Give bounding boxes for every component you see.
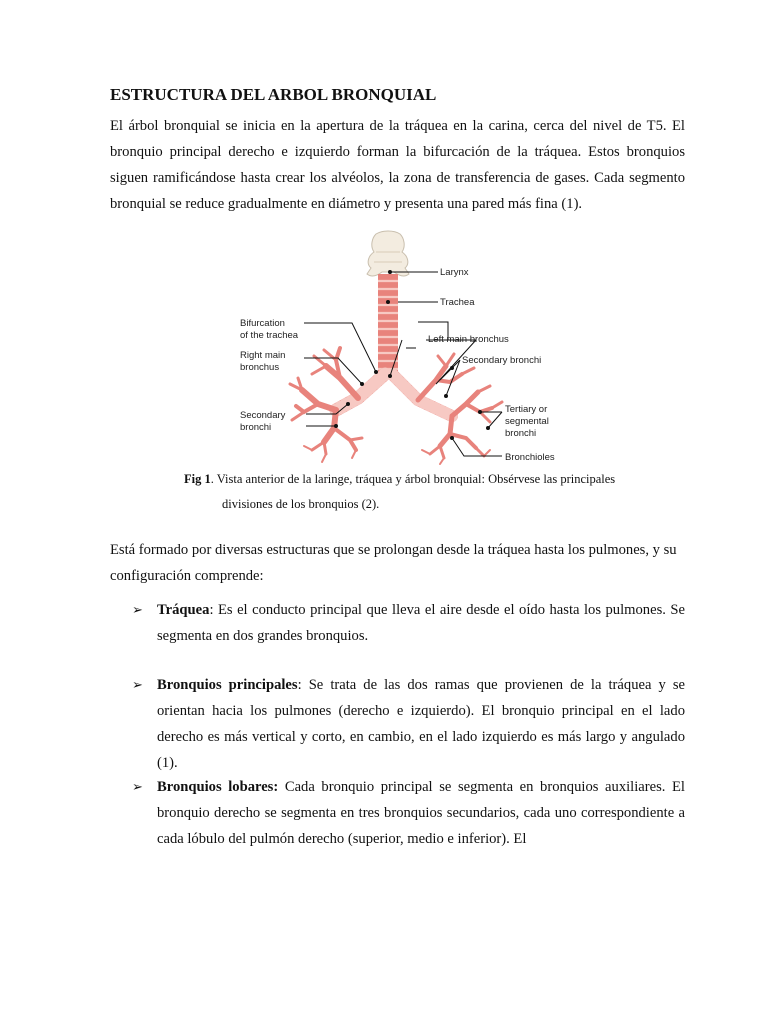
- structure-intro-paragraph: Está formado por diversas estructuras que se prolongan desde la tráquea hasta los pulmones, y su configuración comprende:: [110, 542, 677, 584]
- label-bifurcation-line2: of the trachea: [240, 330, 299, 341]
- trachea-shape: [378, 274, 398, 374]
- bronchial-tree-figure: [240, 228, 570, 466]
- list-item-traquea: [132, 597, 685, 649]
- label-secondary-bronchi-right-line2: bronchi: [240, 422, 272, 433]
- label-secondary-bronchi-left: Secondary bronchi: [462, 355, 542, 366]
- label-bronchioles: Bronchioles: [505, 452, 555, 463]
- label-bifurcation-line1: Bifurcation: [240, 318, 285, 329]
- intro-paragraph: El árbol bronquial se inicia en la apertura de la tráquea en la carina, cerca del nivel de T5. El bronquio principal derecho e izquierdo forman la bifurcación de la tráquea. Estos bronquios siguen ramificándose hasta crear los alvéolos, la zona de transferencia de gases. Cada segmento bronquial se reduce gradualmente en diámetro y presenta una pared más fina (1).: [110, 118, 685, 212]
- label-left-main-bronchus: Left main bronchus: [428, 334, 509, 345]
- page-title: ESTRUCTURA DEL ARBOL BRONQUIAL: [110, 85, 437, 104]
- arrow-bullet-icon: ➢: [132, 602, 143, 617]
- list-item-text: : Se trata de las dos ramas que provienen de la tráquea y se orientan hacia los pulmones (derecho e izquierdo). El bronquio principal en el lado derecho es más vertical y corto, en cambio, en el lado izquierdo es más largo y angulado (1).: [157, 677, 685, 771]
- caption-label: Fig 1: [184, 472, 211, 486]
- caption-text-line1: . Vista anterior de la laringe, tráquea y árbol bronquial: Obsérvese las principales: [210, 472, 616, 486]
- label-secondary-bronchi-right-line1: Secondary: [240, 410, 286, 421]
- list-item-term: Bronquios principales: [157, 677, 298, 693]
- label-trachea: Trachea: [440, 297, 475, 308]
- list-item-term: Bronquios lobares:: [157, 779, 279, 795]
- arrow-bullet-icon: ➢: [132, 779, 143, 794]
- list-item-text: : Es el conducto principal que lleva el aire desde el oído hasta los pulmones. Se segmenta en dos grandes bronquios.: [157, 602, 685, 644]
- list-item-bronquios-principales: [132, 672, 685, 776]
- label-tertiary-line2: segmental: [505, 416, 549, 427]
- label-tertiary-line1: Tertiary or: [505, 404, 548, 415]
- label-right-main-line1: Right main: [240, 350, 286, 361]
- label-right-main-line2: bronchus: [240, 362, 280, 373]
- list-item-text: Cada bronquio principal se segmenta en bronquios auxiliares. El bronquio derecho se segmenta en tres bronquios secundarios, cada uno correspondiente a cada lóbulo del pulmón derecho (superior, medio e inferior). El: [157, 779, 685, 847]
- list-item-term: Tráquea: [157, 602, 210, 618]
- caption-text-line2: divisiones de los bronquios (2).: [222, 497, 380, 511]
- arrow-bullet-icon: ➢: [132, 677, 143, 692]
- bronchial-tree-illustration: [240, 228, 570, 466]
- list-item-bronquios-lobares: [132, 774, 685, 852]
- label-tertiary-line3: bronchi: [505, 428, 537, 439]
- label-larynx: Larynx: [440, 267, 469, 278]
- larynx-shape: [367, 231, 409, 276]
- figure-caption: [184, 467, 654, 517]
